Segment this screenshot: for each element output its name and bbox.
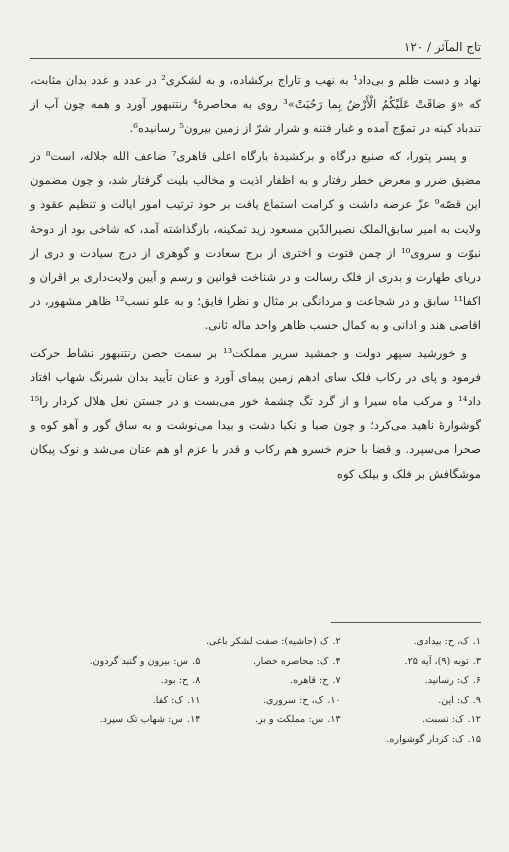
footnote-number: ۱.	[472, 636, 481, 647]
footnote	[341, 671, 481, 691]
footnote-text: ک: محاصره حصار.	[252, 655, 329, 667]
footnote-number: ۹.	[472, 694, 481, 706]
footnote-text: س: شهاب تک سپرد.	[99, 714, 183, 725]
footnote-row	[60, 710, 481, 730]
footnote	[341, 710, 481, 730]
footnote-row	[60, 652, 481, 672]
footnote	[200, 652, 340, 672]
footnote-number: ۱۳.	[327, 714, 341, 725]
footnote-number: ۵.	[192, 655, 201, 667]
footnote-text: س: بیرون و گنبد گردون.	[89, 655, 189, 667]
footnotes	[60, 632, 481, 749]
footnote-number: ۱۱.	[187, 694, 201, 706]
footnote	[200, 632, 340, 652]
footnote	[60, 671, 200, 691]
paragraph: و خورشید سپهر دولت و جمشید سریر مملکت¹³ بر سمت حصن رنتنبهور نشاط حرکت فرمود و پای در رکاب فلک سای ادهم زمین پیمای آورد و عنان تأیید بدان شبرنگ شهاب افتاد داد¹⁴ و مرکب ماه سیرا و از گرد تگ چشمهٔ خور می‌بست و در جستن نعل هلال کردار را¹⁵ گوشوارهٔ ناهید می‌کرد؛ و چون صبا و نکبا دشت و بیدا می‌نوشت و به ساق گور و آهو کوه و صحرا می‌سپرد. و قضا با حزم خسرو هم رکاب و قدر با عزم او هم عنان می‌شد و نوک پیکان موشگافش بر فلک و بیلک کوه	[30, 346, 481, 481]
footnote	[60, 632, 200, 652]
footnote	[60, 710, 200, 730]
footnote	[200, 730, 340, 750]
page-header	[30, 38, 481, 60]
footnote-number: ۱۲.	[467, 714, 481, 725]
footnote	[341, 730, 481, 750]
footnote-number: ۱۰.	[327, 694, 341, 706]
footnote-rule	[331, 622, 481, 623]
footnote-number: ۲.	[332, 636, 341, 647]
footnote-row	[60, 691, 481, 711]
footnote-text: توبه (۹)، آیه ۲۵.	[404, 655, 469, 667]
footnote	[60, 730, 200, 750]
footnote-number: ۱۴.	[187, 714, 201, 725]
footnote	[60, 652, 200, 672]
footnote-text: ح: بود.	[160, 675, 189, 686]
footnote-number: ۳.	[472, 655, 481, 667]
footnote-number: ۶.	[472, 675, 481, 686]
footnote-text: ک: این.	[438, 694, 469, 706]
footnote-text: ح: قاهره.	[290, 675, 329, 686]
paragraph: و پسر پتورا، که صنیع درگاه و برکشیدهٔ بارگاه اعلی قاهری⁷ ضاعف الله جلاله، است⁸ در مضیق ضرر و معرض خطر رفتار و به اظفار اذیت و مخالب بلیت گرفتار شد، و چون مضمون این قصّه⁹ عزّ عرضه داشت و کرامت استماع یافت بر حود ترتیب امور ایالت و تنظیم عقود و ولایت به امیر سابق‌الملک نصیرالدّین مسعود زید تمکینه، بازگذاشته آمد، که شاخی بود از دوحهٔ نبوّت و سروی¹⁰ از چمن فتوت و اختری از برج سعادت و گوهری از درج سیادت و دری از دریای طهارت و بدری از فلک رسالت و در شناخت قوانین و رسم و آیین ولایت‌داری بر اقران و اکفا¹¹ سابق و در شجاعت و مردانگی بر مثال و نظرا فایق؛ و به علو نسب¹² ظاهر مشهور، در اقاصی هند و ادانی و به کمال حسب ظاهر واحد ماله ثانی.	[30, 149, 481, 332]
footnote-number: ۷.	[332, 675, 341, 686]
footnote-row	[60, 671, 481, 691]
footnote-text: ک، ح: بیدادی.	[413, 636, 469, 647]
footnote-number: ۴.	[332, 655, 341, 667]
footnote-text: ک: کردار گوشواره.	[386, 733, 464, 745]
footnote	[200, 671, 340, 691]
footnote-text: ک: رسانید.	[424, 675, 469, 686]
footnote	[341, 632, 481, 652]
running-title: تاج المآثر / ۱۲۰	[403, 40, 481, 54]
footnote-number: ۱۵.	[467, 733, 481, 745]
footnote-text: ک (حاشیه): صفت لشکر باغی.	[205, 636, 329, 647]
paragraph: نهاد و دست ظلم و بی‌داد¹ به نهب و تاراج برکشاده، و به لشکری² در عدد و عدد بدان مثابت، که «وَ ضاقَتْ عَلَیْکُمُ الْأَرْضُ بِما رَحُبَتْ»³ روی به محاصرهٔ⁴ رنتنبهور آورد و همه چون آب از تندباد کینه در تموّج آمده و غبار فتنه و شرار شرّ از زمین بیرون⁵ رسانیده⁶.	[30, 73, 481, 136]
footnote	[341, 691, 481, 711]
footnote	[60, 691, 200, 711]
footnote	[341, 652, 481, 672]
footnote-row	[60, 632, 481, 652]
footnote	[200, 691, 340, 711]
footnote-text: ک: نسبت.	[422, 714, 464, 725]
footnote	[200, 710, 340, 730]
main-text	[30, 68, 481, 486]
footnote-text: س: مملکت و بر.	[254, 714, 324, 725]
header-rule	[30, 58, 481, 59]
footnote-text: ک: کفا.	[152, 694, 183, 706]
footnote-text: ک، ح: سروری.	[262, 694, 324, 706]
footnote-number: ۸.	[192, 675, 201, 686]
footnote-row	[60, 730, 481, 750]
